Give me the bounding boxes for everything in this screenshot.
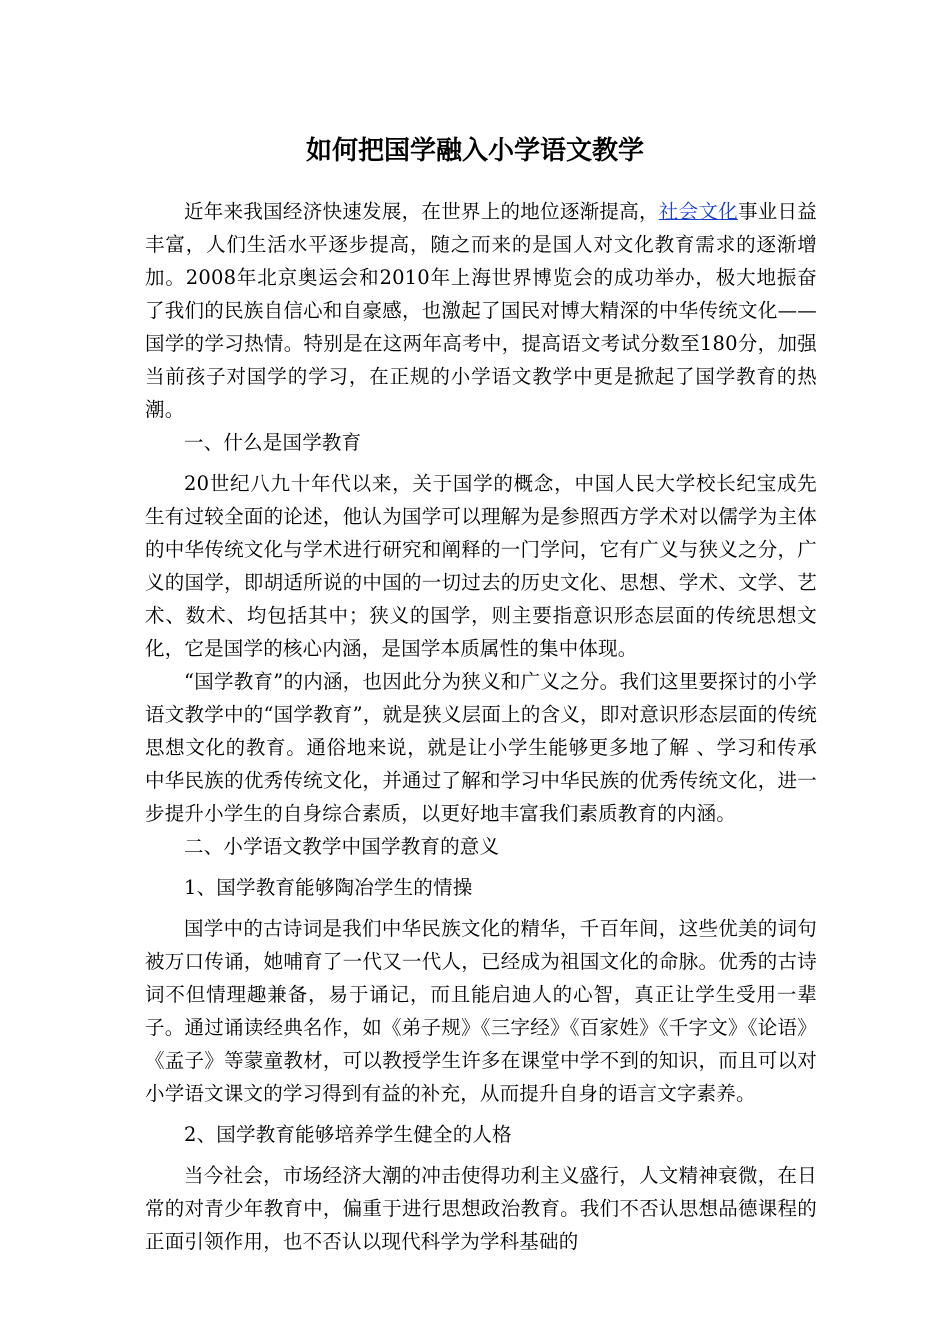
- document-body: [145, 195, 817, 1258]
- page-title: 如何把国学融入小学语文教学: [305, 136, 644, 166]
- subsection2-paragraph: 当今社会，市场经济大潮的冲击使得功利主义盛行，人文精神衰微，在日常的对青少年教育中，偏重于进行思想政治教育。我们不否认思想品德课程的正面引领作用，也不否认以现代科学为学科基础的: [145, 1164, 817, 1253]
- subsection1-heading: 1、国学教育能够陶冶学生的情操: [184, 876, 473, 899]
- intro-text-end: 事业日益丰富，人们生活水平逐步提高，随之而来的是国人对文化教育需求的逐渐增加。2008年北京奥运会和2010年上海世界博览会的成功举办，极大地振奋了我们的民族自信心和自豪感，也激起了国民对博大精深的中华传统文化——国学的学习热情。特别是在这两年高考中，提高语文考试分数至180分，加强当前孩子对国学的学习，在正规的小学语文教学中更是掀起了国学教育的热潮。: [145, 200, 817, 421]
- section1-paragraph-2: “国学教育”的内涵，也因此分为狭义和广义之分。我们这里要探讨的小学语文教学中的“国学教育”，就是狭义层面上的含义，即对意识形态层面的传统思想文化的教育。通俗地来说，就是让小学生能够更多地了解 、学习和传承中华民族的优秀传统文化，并通过了解和学习中华民族的优秀传统文化，进一步提升小学生的自身综合素质，以更好地丰富我们素质教育的内涵。: [145, 670, 817, 825]
- social-culture-link[interactable]: 社会文化: [658, 200, 738, 223]
- section1-paragraph-1: 20世纪八九十年代以来，关于国学的概念，中国人民大学校长纪宝成先生有过较全面的论述，他认为国学可以理解为是参照西方学术对以儒学为主体的中华传统文化与学术进行研究和阐释的一门学问，它有广义与狭义之分，广义的国学，即胡适所说的中国的一切过去的历史文化、思想、学术、文学、艺术、数术、均包括其中；狭义的国学，则主要指意识形态层面的传统思想文化，它是国学的核心内涵，是国学本质属性的集中体现。: [145, 472, 817, 660]
- section1-heading: 一、什么是国学教育: [184, 431, 362, 454]
- subsection2-heading: 2、国学教育能够培养学生健全的人格: [184, 1123, 512, 1146]
- intro-paragraph: [145, 195, 817, 426]
- intro-text-start: 近年来我国经济快速发展，在世界上的地位逐渐提高，: [184, 200, 659, 223]
- section2-heading: 二、小学语文教学中国学教育的意义: [184, 835, 500, 858]
- subsection1-paragraph: 国学中的古诗词是我们中华民族文化的精华，千百年间，这些优美的词句被万口传诵，她哺育了一代又一代人，已经成为祖国文化的命脉。优秀的古诗词不但情理趣兼备，易于诵记，而且能启迪人的心智，真正让学生受用一辈子。通过诵读经典名作，如《弟子规》《三字经》《百家姓》《千字文》《论语》《孟子》等蒙童教材，可以教授学生许多在课堂中学不到的知识，而且可以对小学语文课文的学习得到有益的补充，从而提升自身的语言文字素养。: [145, 917, 817, 1105]
